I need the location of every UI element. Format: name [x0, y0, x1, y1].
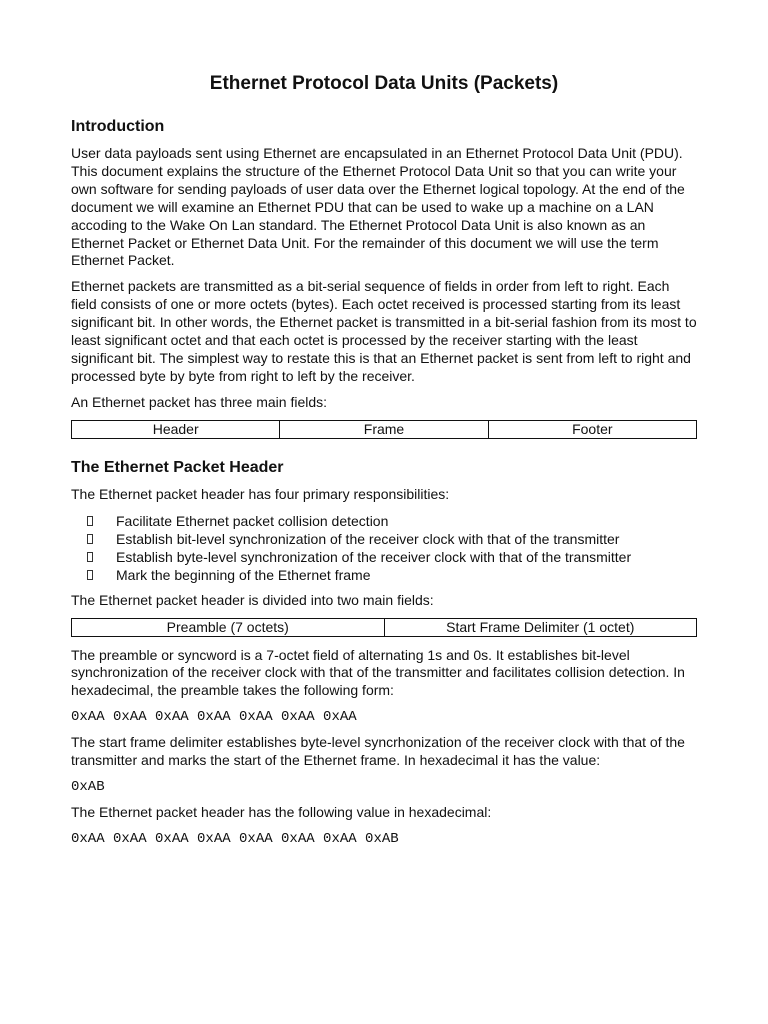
preamble-hex-value: 0xAA 0xAA 0xAA 0xAA 0xAA 0xAA 0xAA — [71, 709, 357, 726]
intro-paragraph-3: An Ethernet packet has three main fields: — [71, 393, 328, 410]
header-paragraph-3: The preamble or syncword is a 7-octet field of alternating 1s and 0s. It establishes bit-level synchronization of the receiver clock with that of the transmitter and facilitates collision detection. In hexadecimal, the preamble takes the following form: — [71, 646, 685, 699]
header-paragraph-2: The Ethernet packet header is divided into two main fields: — [71, 591, 434, 608]
responsibilities-list — [71, 512, 697, 584]
header-paragraph-4: The start frame delimiter establishes byte-level syncrhonization of the receiver clock with that of the transmitter and marks the start of the Ethernet frame. In hexadecimal it has the value: — [71, 734, 685, 769]
intro-paragraph-1: User data payloads sent using Ethernet are encapsulated in an Ethernet Protocol Data Unit (PDU). This document explains the structure of the Ethernet Protocol Data Unit so that you can write your own software for sending payloads of user data over the Ethernet logical topology. At the end of the document we will examine an Ethernet PDU that can be used to wake up a machine on a LAN accoding to the Wake On Lan standard. The Ethernet Protocol Data Unit is also known as an Ethernet Packet or Ethernet Data Unit. For the remainder of this document we will use the term Ethernet Packet. — [71, 145, 685, 269]
table-row — [72, 420, 697, 438]
spacer — [71, 637, 697, 647]
list-item — [87, 530, 697, 548]
bullet-box-icon — [87, 534, 93, 544]
header-fields-table — [71, 618, 697, 637]
table-row — [72, 618, 697, 636]
header-paragraph-1: The Ethernet packet header has four primary responsibilities: — [71, 485, 450, 502]
section-heading-packet-header: The Ethernet Packet Header — [71, 458, 284, 476]
table-cell-preamble: Preamble (7 octets) — [72, 618, 385, 636]
list-item — [87, 512, 697, 530]
bullet-box-icon — [87, 516, 93, 526]
bullet-box-icon — [87, 552, 93, 562]
list-item-text: Establish byte-level synchronization of the receiver clock with that of the transmitter — [116, 548, 632, 565]
list-item-text: Facilitate Ethernet packet collision detection — [116, 512, 389, 529]
main-fields-table — [71, 420, 697, 439]
table-cell-frame: Frame — [280, 420, 488, 438]
header-hex-value: 0xAA 0xAA 0xAA 0xAA 0xAA 0xAA 0xAA 0xAB — [71, 830, 399, 847]
list-item — [87, 548, 697, 566]
intro-paragraph-2: Ethernet packets are transmitted as a bit-serial sequence of fields in order from left to right. Each field consists of one or more octets (bytes). Each octet received is processed starting from its least significant bit. In other words, the Ethernet packet is transmitted in a bit-serial fashion from its most to least significant octet and that each octet is processed by the receiver starting with the least significant bit. The simplest way to restate this is that an Ethernet packet is sent from left to right and processed byte by byte from right to left by the receiver. — [71, 278, 697, 384]
table-cell-sfd: Start Frame Delimiter (1 octet) — [384, 618, 697, 636]
list-item — [87, 566, 697, 584]
document-title: Ethernet Protocol Data Units (Packets) — [209, 73, 559, 94]
table-cell-footer: Footer — [488, 420, 696, 438]
bullet-box-icon — [87, 570, 93, 580]
list-item-text: Mark the beginning of the Ethernet frame — [116, 566, 371, 583]
section-heading-introduction: Introduction — [71, 118, 165, 135]
header-paragraph-5: The Ethernet packet header has the following value in hexadecimal: — [71, 804, 492, 821]
table-cell-header: Header — [72, 420, 280, 438]
sfd-hex-value: 0xAB — [71, 779, 105, 796]
list-item-text: Establish bit-level synchronization of the receiver clock with that of the transmitter — [116, 530, 620, 547]
